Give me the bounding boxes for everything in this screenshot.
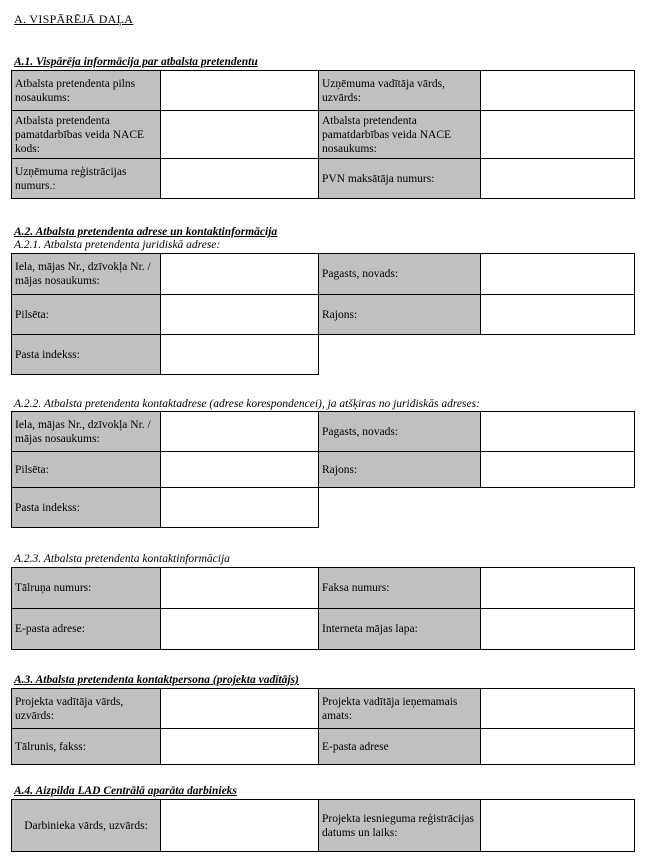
full-name-label: Atbalsta pretendenta pilns nosaukums: <box>12 71 161 111</box>
city-field[interactable] <box>161 295 319 335</box>
nace-name-label: Atbalsta pretendenta pamatdarbības veida NACE nosaukums: <box>319 111 481 159</box>
district-label: Rajons: <box>319 295 481 335</box>
full-name-field[interactable] <box>161 71 319 111</box>
employee-name-field[interactable] <box>161 800 319 852</box>
table-row <box>12 335 635 375</box>
email-label: E-pasta adrese: <box>12 609 161 650</box>
contact-postal-code-label: Pasta indekss: <box>12 488 161 528</box>
fax-field[interactable] <box>481 568 635 609</box>
parish-label: Pagasts, novads: <box>319 254 481 295</box>
project-manager-email-label: E-pasta adrese <box>319 729 481 765</box>
employee-name-label: Darbinieka vārds, uzvārds: <box>12 800 161 852</box>
section-a4-table <box>11 799 635 852</box>
website-label: Interneta mājas lapa: <box>319 609 481 650</box>
contact-postal-code-field[interactable] <box>161 488 319 528</box>
section-a1-table <box>11 70 635 199</box>
fax-label: Faksa numurs: <box>319 568 481 609</box>
section-a22-table <box>11 411 635 528</box>
table-row <box>12 609 635 650</box>
table-row <box>12 71 635 111</box>
phone-label: Tālruņa numurs: <box>12 568 161 609</box>
section-a21-heading: A.2.1. Atbalsta pretendenta juridiskā adrese: <box>14 239 221 251</box>
nace-code-field[interactable] <box>161 111 319 159</box>
website-field[interactable] <box>481 609 635 650</box>
table-row <box>12 412 635 452</box>
table-row <box>12 111 635 159</box>
phone-field[interactable] <box>161 568 319 609</box>
table-row <box>12 729 635 765</box>
contact-city-field[interactable] <box>161 452 319 488</box>
project-manager-position-label: Projekta vadītāja ieņemamais amats: <box>319 689 481 729</box>
table-row <box>12 488 635 528</box>
section-a3-table <box>11 688 635 765</box>
contact-parish-field[interactable] <box>481 412 635 452</box>
manager-name-field[interactable] <box>481 71 635 111</box>
nace-code-label: Atbalsta pretendenta pamatdarbības veida NACE kods: <box>12 111 161 159</box>
contact-street-label: Iela, mājas Nr., dzīvokļa Nr. / mājas nosaukums: <box>12 412 161 452</box>
nace-name-field[interactable] <box>481 111 635 159</box>
manager-name-label: Uzņēmuma vadītāja vārds, uzvārds: <box>319 71 481 111</box>
table-row <box>12 689 635 729</box>
table-row <box>12 568 635 609</box>
project-manager-position-field[interactable] <box>481 689 635 729</box>
contact-city-label: Pilsēta: <box>12 452 161 488</box>
street-label: Iela, mājas Nr., dzīvokļa Nr. / mājas nosaukums: <box>12 254 161 295</box>
section-a21-table <box>11 253 635 375</box>
table-row <box>12 254 635 295</box>
section-a4-heading: A.4. Aizpilda LAD Centrālā aparāta darbinieks <box>14 785 237 797</box>
section-a2-heading: A.2. Atbalsta pretendenta adrese un kontaktinformācija <box>14 226 278 238</box>
section-a1-heading: A.1. Vispārēja informācija par atbalsta pretendentu <box>14 56 258 68</box>
section-a3-heading: A.3. Atbalsta pretendenta kontaktpersona (projekta vadītājs) <box>14 674 299 686</box>
page-title: A. VISPĀRĒJĀ DAĻA <box>14 12 134 26</box>
registration-datetime-field[interactable] <box>481 800 635 852</box>
section-a23-heading: A.2.3. Atbalsta pretendenta kontaktinformācija <box>14 553 230 565</box>
contact-district-label: Rajons: <box>319 452 481 488</box>
project-manager-name-label: Projekta vadītāja vārds, uzvārds: <box>12 689 161 729</box>
section-a22-heading: A.2.2. Atbalsta pretendenta kontaktadrese (adrese korespondencei), ja atšķiras no juridiskās adreses: <box>14 398 480 410</box>
contact-street-field[interactable] <box>161 412 319 452</box>
project-manager-phone-label: Tālrunis, fakss: <box>12 729 161 765</box>
table-row <box>12 452 635 488</box>
section-a23-table <box>11 567 635 650</box>
postal-code-label: Pasta indekss: <box>12 335 161 375</box>
project-manager-name-field[interactable] <box>161 689 319 729</box>
street-field[interactable] <box>161 254 319 295</box>
vat-number-field[interactable] <box>481 159 635 199</box>
project-manager-phone-field[interactable] <box>161 729 319 765</box>
parish-field[interactable] <box>481 254 635 295</box>
table-row <box>12 295 635 335</box>
contact-parish-label: Pagasts, novads: <box>319 412 481 452</box>
email-field[interactable] <box>161 609 319 650</box>
registration-datetime-label: Projekta iesnieguma reģistrācijas datums un laiks: <box>319 800 481 852</box>
district-field[interactable] <box>481 295 635 335</box>
table-row <box>12 800 635 852</box>
contact-district-field[interactable] <box>481 452 635 488</box>
project-manager-email-field[interactable] <box>481 729 635 765</box>
postal-code-field[interactable] <box>161 335 319 375</box>
reg-number-field[interactable] <box>161 159 319 199</box>
city-label: Pilsēta: <box>12 295 161 335</box>
reg-number-label: Uzņēmuma reģistrācijas numurs.: <box>12 159 161 199</box>
table-row <box>12 159 635 199</box>
vat-number-label: PVN maksātāja numurs: <box>319 159 481 199</box>
